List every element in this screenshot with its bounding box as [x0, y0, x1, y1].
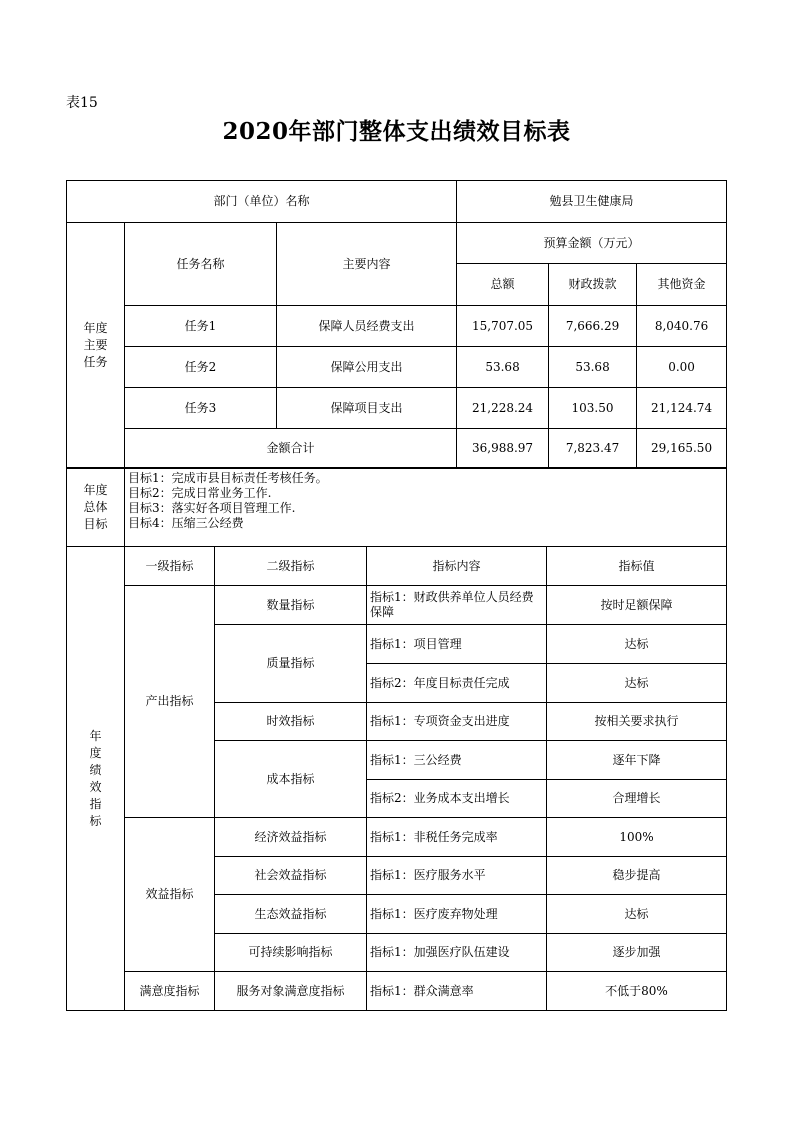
quantity-indicator-label: 数量指标: [215, 586, 367, 625]
task-fiscal: 53.68: [549, 347, 637, 388]
indicator-value: 合理增长: [547, 780, 727, 818]
tasks-section-label: 年度 主要 任务: [67, 223, 125, 469]
sum-fiscal: 7,823.47: [549, 429, 637, 469]
task-fiscal: 7,666.29: [549, 306, 637, 347]
indicator-value: 达标: [547, 625, 727, 664]
task-other: 0.00: [637, 347, 727, 388]
economic-indicator-label: 经济效益指标: [215, 818, 367, 857]
task-total: 53.68: [457, 347, 549, 388]
goal-line: 目标2：完成日常业务工作.: [128, 486, 272, 500]
quality-indicator-label: 质量指标: [215, 625, 367, 703]
indicator-value: 稳步提高: [547, 857, 727, 895]
sum-label: 金额合计: [125, 429, 457, 469]
goals-section-label: 年度 总体 目标: [67, 468, 125, 547]
indicator-content: 指标1：项目管理: [367, 625, 547, 664]
task-other: 21,124.74: [637, 388, 727, 429]
goal-line: 目标4：压缩三公经费: [128, 516, 244, 530]
cost-indicator-label: 成本指标: [215, 741, 367, 818]
header-indicator-value: 指标值: [547, 547, 727, 586]
indicators-table: [66, 546, 727, 1011]
page-title: 2020年部门整体支出绩效目标表: [222, 118, 571, 145]
goals-content: [125, 468, 727, 547]
indicator-content: 指标1：三公经费: [367, 741, 547, 780]
header-budget: 预算金额（万元）: [457, 223, 727, 264]
output-indicator-label: 产出指标: [125, 586, 215, 818]
header-other: 其他资金: [637, 264, 727, 306]
ecological-indicator-label: 生态效益指标: [215, 895, 367, 934]
sum-total: 36,988.97: [457, 429, 549, 469]
indicator-value: 达标: [547, 664, 727, 703]
sum-other: 29,165.50: [637, 429, 727, 469]
goal-line: 目标3：落实好各项目管理工作.: [128, 501, 296, 515]
table-number: 表15: [66, 95, 98, 111]
service-satisfaction-label: 服务对象满意度指标: [215, 972, 367, 1011]
indicator-content: 指标1：非税任务完成率: [367, 818, 547, 857]
indicator-value: 达标: [547, 895, 727, 934]
header-fiscal: 财政拨款: [549, 264, 637, 306]
dept-label: 部门（单位）名称: [67, 181, 457, 223]
benefit-indicator-label: 效益指标: [125, 818, 215, 972]
indicator-content: 指标2：年度目标责任完成: [367, 664, 547, 703]
indicator-content: 指标1：财政供养单位人员经费保障: [367, 586, 547, 625]
sum-row: [67, 429, 727, 469]
task-content: 保障公用支出: [277, 347, 457, 388]
task-content: 保障人员经费支出: [277, 306, 457, 347]
task-total: 15,707.05: [457, 306, 549, 347]
task-fiscal: 103.50: [549, 388, 637, 429]
indicator-content: 指标1：医疗服务水平: [367, 857, 547, 895]
table-row: [67, 347, 727, 388]
dept-value: 勉县卫生健康局: [457, 181, 727, 223]
indicator-content: 指标1：加强医疗队伍建设: [367, 934, 547, 972]
header-task-name: 任务名称: [125, 223, 277, 306]
table-row: [67, 306, 727, 347]
task-other: 8,040.76: [637, 306, 727, 347]
indicator-content: 指标2：业务成本支出增长: [367, 780, 547, 818]
header-indicator-content: 指标内容: [367, 547, 547, 586]
sustainable-indicator-label: 可持续影响指标: [215, 934, 367, 972]
table-row: [67, 388, 727, 429]
indicator-value: 不低于80%: [547, 972, 727, 1011]
social-indicator-label: 社会效益指标: [215, 857, 367, 895]
header-total: 总额: [457, 264, 549, 306]
indicator-value: 逐步加强: [547, 934, 727, 972]
header-level2: 二级指标: [215, 547, 367, 586]
satisfaction-indicator-label: 满意度指标: [125, 972, 215, 1011]
timeliness-indicator-label: 时效指标: [215, 703, 367, 741]
header-main-content: 主要内容: [277, 223, 457, 306]
indicator-value: 按时足额保障: [547, 586, 727, 625]
indicator-value: 100%: [547, 818, 727, 857]
task-content: 保障项目支出: [277, 388, 457, 429]
task-total: 21,228.24: [457, 388, 549, 429]
tasks-table: [66, 180, 727, 469]
header-level1: 一级指标: [125, 547, 215, 586]
task-name: 任务1: [125, 306, 277, 347]
indicator-content: 指标1：专项资金支出进度: [367, 703, 547, 741]
indicator-content: 指标1：医疗废弃物处理: [367, 895, 547, 934]
indicator-content: 指标1：群众满意率: [367, 972, 547, 1011]
indicator-value: 按相关要求执行: [547, 703, 727, 741]
task-name: 任务2: [125, 347, 277, 388]
task-name: 任务3: [125, 388, 277, 429]
goal-line: 目标1：完成市县目标责任考核任务。: [128, 471, 328, 485]
goals-table: [66, 467, 727, 547]
indicators-section-label: 年 度 绩 效 指 标: [67, 547, 125, 1011]
indicator-value: 逐年下降: [547, 741, 727, 780]
